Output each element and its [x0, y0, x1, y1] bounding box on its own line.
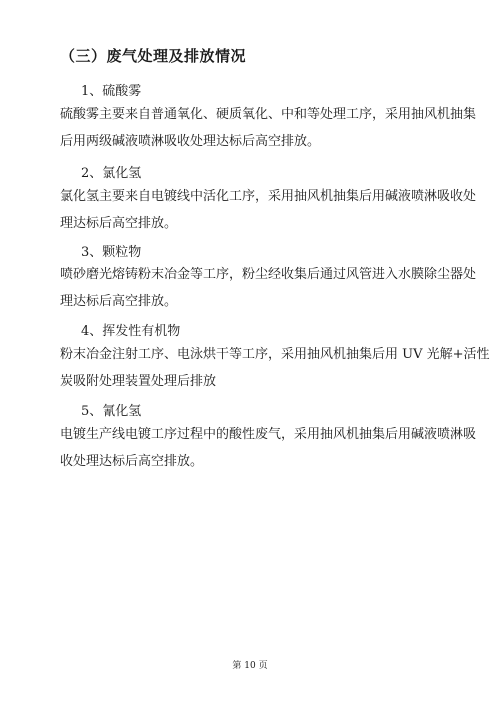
body-line: 炭吸附处理装置处理后排放	[60, 374, 217, 389]
body-line: 理达标后高空排放。	[60, 294, 178, 309]
body-line: 理达标后高空排放。	[60, 216, 178, 231]
item-body-vocs	[60, 341, 490, 395]
item-body-hydrogen-chloride	[60, 183, 477, 237]
item-body-hydrogen-cyanide	[60, 421, 477, 475]
item-body-sulfuric-acid-mist	[60, 101, 477, 155]
item-body-particulates	[60, 261, 477, 315]
body-line: 喷砂磨光熔铸粉末冶金等工序，粉尘经收集后通过风管进入水膜除尘器处	[60, 267, 477, 282]
item-heading-sulfuric-acid-mist: 1、硫酸雾	[81, 84, 142, 99]
page-number: 第 10 页	[232, 661, 268, 671]
section-title: （三）废气处理及排放情况	[60, 47, 247, 65]
item-heading-hydrogen-cyanide: 5、氰化氢	[81, 404, 142, 419]
body-line: 氯化氢主要来自电镀线中活化工序，采用抽风机抽集后用碱液喷淋吸收处	[60, 189, 477, 204]
body-line: 后用两级碱液喷淋吸收处理达标后高空排放。	[60, 134, 321, 149]
item-heading-particulates: 3、颗粒物	[81, 245, 142, 260]
item-heading-hydrogen-chloride: 2、氯化氢	[81, 166, 142, 181]
item-heading-vocs: 4、挥发性有机物	[81, 324, 181, 339]
body-line: 粉末冶金注射工序、电泳烘干等工序，采用抽风机抽集后用 UV 光解+活性	[60, 347, 490, 362]
body-line: 电镀生产线电镀工序过程中的酸性废气，采用抽风机抽集后用碱液喷淋吸	[60, 427, 477, 442]
body-line: 收处理达标后高空排放。	[60, 454, 204, 469]
body-line: 硫酸雾主要来自普通氧化、硬质氧化、中和等处理工序，采用抽风机抽集	[60, 107, 477, 122]
